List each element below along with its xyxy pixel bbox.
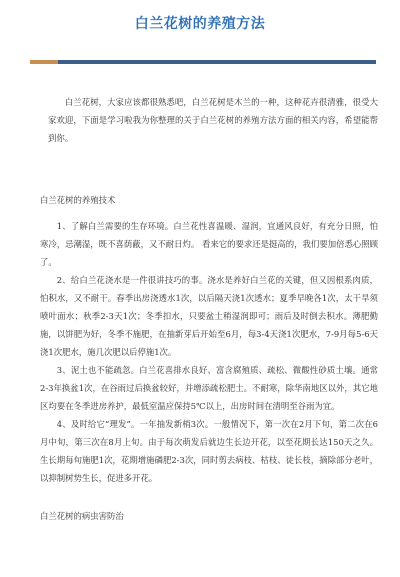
page-title: 白兰花树的养殖方法 [134,16,266,32]
paragraph-environment: 1、了解白兰需要的生存环境。白兰花性喜温暖、湿润，宜通风良好，有充分日照，怕寒冷，忌潮湿，既不喜荫蔽，又不耐日灼。 看来它的要求还是挺高的，我们要加倍悉心照顾了。 [40,221,378,267]
title-divider [30,60,376,64]
paragraph-watering: 2、给白兰花浇水是一件很讲技巧的事。浇水是养好白兰花的关键，但又因根系肉质，怕积水，又不耐干。春季出房浇透水1次，以后隔天浇1次透水；夏季早晚各1次，太干旱须喷叶面水；秋季2-3天1次；冬季扣水，只要盆土稍湿润即可；雨后及时倒去积水。薄肥勤施，以饼肥为好，冬季不施肥，在抽新芽后开始至6月，每3-4天浇1次肥水，7-9月每5-6天浇1次肥水，施几次肥以后停施1次。 [40,275,378,357]
intro-paragraph: 白兰花树，大家应该都很熟悉吧，白兰花树是木兰的一种，这种花卉很清雅，很受大家欢迎，下面是学习啦我为你整理的关于白兰花树的养殖方法方面的相关内容，希望能帮到你。 [48,97,378,143]
article-body [40,93,378,525]
paragraph-pruning: 4、及时给它“理发”。一年抽发新梢3次。一般情况下，第一次在2月下旬，第二次在6月中旬，第三次在8月上旬。由于每次萌发后就边生长边开花，以至花期长达150天之久。生长期每旬施肥1次，花期增施磷肥2-3次，同时剪去病枝、枯枝、徒长枝，摘除部分老叶，以抑制树势生长，促进多开花。 [40,419,378,483]
paragraph-soil: 3、泥土也不能疏忽。白兰花喜排水良好、富含腐殖质、疏松、微酸性砂质土壤。通常2-3年换盆1次，在谷雨过后换盆较好，并增添疏松肥土。不耐寒，除华南地区以外，其它地区均要在冬季进房养护，最低室温应保持5℃以上，出房时间在清明至谷雨为宜。 [40,365,378,411]
section-heading-cultivation: 白兰花树的养殖技术 [40,195,116,205]
divider-accent [30,60,58,64]
section-heading-pests: 白兰花树的病虫害防治 [40,511,124,521]
